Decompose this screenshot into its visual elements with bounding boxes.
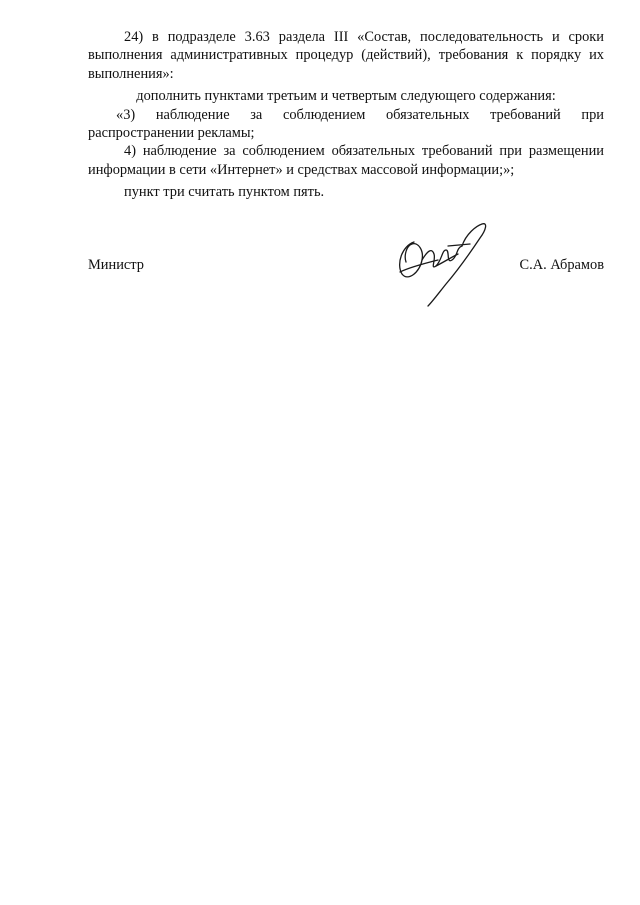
signer-name: С.А. Абрамов	[519, 257, 604, 273]
handwritten-signature-icon	[392, 220, 492, 308]
paragraph-item-24: 24) в подразделе 3.63 раздела III «Состав, последовательность и сроки выполнения административных процедур (действий), требования к порядку их выполнения»:	[88, 29, 604, 82]
paragraph-supplement: дополнить пунктами третьим и четвертым следующего содержания:	[136, 88, 556, 105]
paragraph-point-3: «3) наблюдение за соблюдением обязательных требований при распространении рекламы;	[88, 106, 604, 142]
signature-row	[88, 256, 604, 276]
signer-position: Министр	[88, 257, 144, 273]
document-body	[88, 28, 604, 202]
paragraph-point-4: 4) наблюдение за соблюдением обязательных требований при размещении информации в сети «Интернет» и средствах массовой информации;»;	[88, 143, 604, 178]
paragraph-renumber: пункт три считать пунктом пять.	[124, 184, 325, 201]
